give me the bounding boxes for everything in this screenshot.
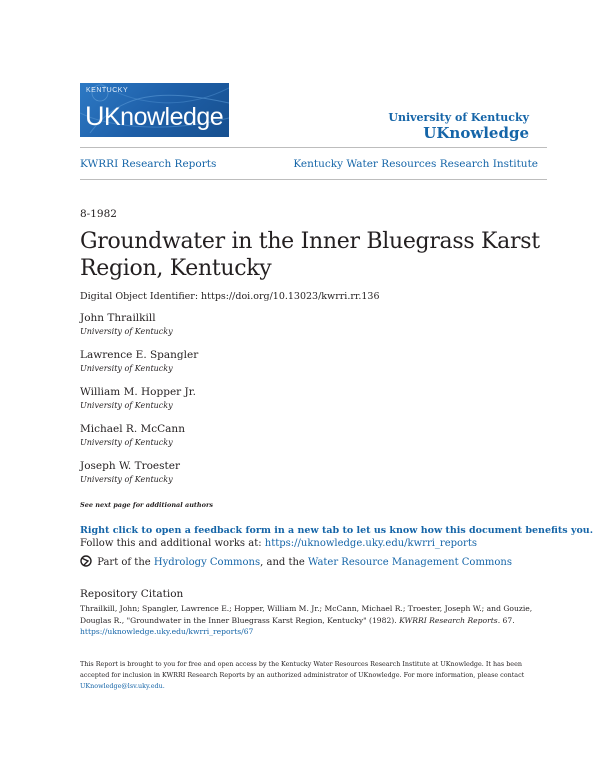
access-notice: [80, 659, 550, 692]
hydrology-commons-link[interactable]: Hydrology Commons: [153, 557, 261, 568]
university-name-link[interactable]: University of Kentucky: [388, 111, 529, 124]
series-link-institute[interactable]: Kentucky Water Resources Research Institute: [293, 158, 538, 170]
citation-body: Thrailkill, John; Spangler, Lawrence E.; Hopper, William M. Jr.; McCann, Michael R.; Troester, Joseph W.; and Gouzie, Douglas R., "Groundwater in the Inner Bluegrass Karst Region, Kentucky" (1982).: [80, 604, 533, 625]
author-entry: [80, 312, 173, 336]
author-name: John Thrailkill: [80, 312, 156, 324]
citation-suffix: . 67.: [497, 615, 515, 625]
feedback-link[interactable]: Right click to open a feedback form in a new tab to let us know how this document benefits you.: [80, 525, 594, 536]
author-affiliation: University of Kentucky: [80, 475, 173, 484]
network-commons-icon: [80, 555, 92, 567]
author-name: Lawrence E. Spangler: [80, 349, 199, 361]
doi-text: Digital Object Identifier: https://doi.org/10.13023/kwrri.rr.136: [80, 291, 380, 302]
author-entry: [80, 349, 198, 373]
citation-text: [80, 603, 545, 638]
author-name: Michael R. McCann: [80, 423, 185, 435]
series-link-kwrri-reports[interactable]: KWRRI Research Reports: [80, 158, 217, 170]
citation-journal: KWRRI Research Reports: [399, 615, 498, 625]
uknowledge-name-link[interactable]: UKnowledge: [423, 124, 529, 142]
author-entry: [80, 460, 180, 484]
part-of-mid: , and the: [260, 557, 309, 568]
citation-url-link[interactable]: https://uknowledge.uky.edu/kwrri_reports/67: [80, 627, 254, 636]
author-affiliation: University of Kentucky: [80, 401, 173, 410]
author-entry: [80, 423, 185, 447]
part-of-prefix: Part of the: [97, 557, 154, 568]
water-resource-commons-link[interactable]: Water Resource Management Commons: [308, 557, 513, 568]
notice-text: This Report is brought to you for free and open access by the Kentucky Water Resources Research Institute at UKnowledge. It has been accepted for inclusion in KWRRI Research Reports by an authorized administrator of UKnowledge. For more information, please contact: [80, 660, 525, 679]
logo-uknowledge-text: UKnowledge: [85, 101, 224, 131]
publication-date: 8-1982: [80, 208, 117, 220]
author-affiliation: University of Kentucky: [80, 364, 173, 373]
series-divider: [80, 179, 547, 180]
author-name: Joseph W. Troester: [80, 460, 180, 472]
document-title: Groundwater in the Inner Bluegrass Karst Region, Kentucky: [80, 229, 540, 281]
follow-line: [80, 538, 477, 549]
author-affiliation: University of Kentucky: [80, 438, 173, 447]
follow-prefix: Follow this and additional works at:: [80, 538, 265, 549]
author-affiliation: University of Kentucky: [80, 327, 173, 336]
additional-authors-note: See next page for additional authors: [80, 501, 214, 509]
part-of-line: [80, 555, 512, 568]
author-name: William M. Hopper Jr.: [80, 386, 196, 398]
uknowledge-logo[interactable]: [80, 83, 229, 137]
header-divider: [80, 147, 547, 148]
repository-citation-heading: Repository Citation: [80, 588, 184, 600]
contact-email-link[interactable]: UKnowledge@lsv.uky.edu.: [80, 682, 165, 690]
follow-url-link[interactable]: https://uknowledge.uky.edu/kwrri_reports: [264, 538, 477, 549]
author-entry: [80, 386, 196, 410]
logo-kentucky-text: KENTUCKY: [86, 87, 129, 94]
